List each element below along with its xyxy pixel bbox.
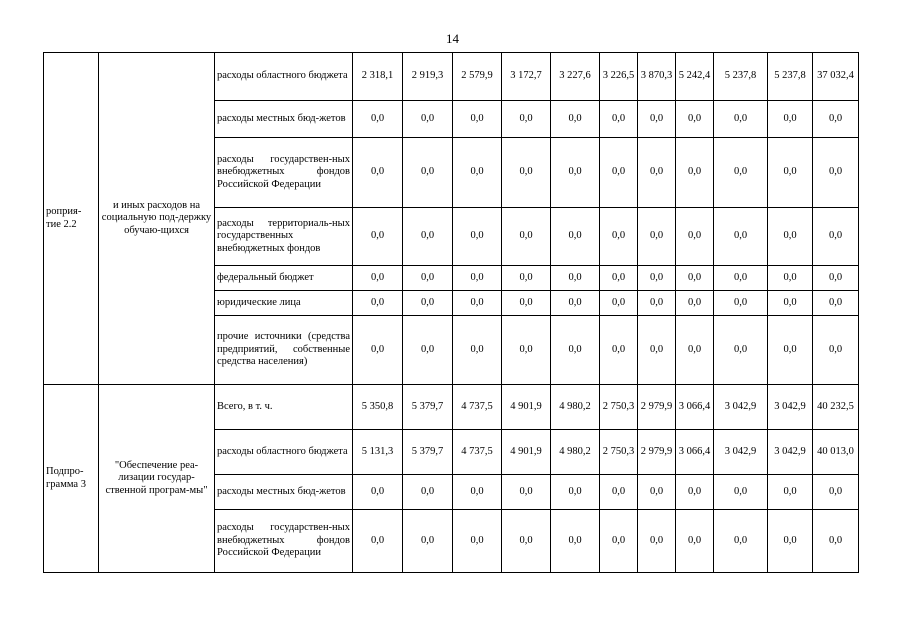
value-cell: 0,0 — [676, 316, 714, 385]
value-cell: 0,0 — [353, 138, 403, 208]
value-cell: 0,0 — [768, 510, 813, 573]
value-cell: 0,0 — [551, 266, 600, 291]
value-cell: 0,0 — [638, 208, 676, 266]
value-cell: 0,0 — [502, 475, 551, 510]
value-cell: 0,0 — [551, 101, 600, 138]
value-cell: 5 379,7 — [403, 430, 453, 475]
value-cell: 0,0 — [768, 208, 813, 266]
value-cell: 0,0 — [813, 475, 859, 510]
value-cell: 0,0 — [502, 138, 551, 208]
value-cell: 0,0 — [600, 291, 638, 316]
value-cell: 0,0 — [600, 208, 638, 266]
value-cell: 0,0 — [813, 291, 859, 316]
value-cell: 0,0 — [453, 291, 502, 316]
value-cell: 0,0 — [638, 291, 676, 316]
funding-source-cell: расходы областного бюджета — [215, 53, 353, 101]
value-cell: 3 042,9 — [768, 385, 813, 430]
value-cell: 0,0 — [453, 266, 502, 291]
value-cell: 0,0 — [813, 316, 859, 385]
value-cell: 2 318,1 — [353, 53, 403, 101]
value-cell: 3 227,6 — [551, 53, 600, 101]
page-number: 14 — [446, 31, 459, 46]
value-cell: 37 032,4 — [813, 53, 859, 101]
program-name-cell: и иных расходов на социальную под-держку обучаю-щихся — [99, 53, 215, 385]
funding-source-cell: юридические лица — [215, 291, 353, 316]
funding-source-cell: расходы областного бюджета — [215, 430, 353, 475]
value-cell: 0,0 — [403, 138, 453, 208]
value-cell: 3 226,5 — [600, 53, 638, 101]
value-cell: 0,0 — [813, 138, 859, 208]
value-cell: 0,0 — [714, 266, 768, 291]
value-cell: 0,0 — [813, 266, 859, 291]
program-cell: Подпро-грамма 3 — [44, 385, 99, 573]
value-cell: 0,0 — [676, 266, 714, 291]
value-cell: 0,0 — [638, 475, 676, 510]
value-cell: 0,0 — [353, 510, 403, 573]
value-cell: 0,0 — [600, 266, 638, 291]
value-cell: 3 066,4 — [676, 385, 714, 430]
value-cell: 0,0 — [600, 101, 638, 138]
funding-source-cell: расходы местных бюд-жетов — [215, 475, 353, 510]
value-cell: 0,0 — [714, 138, 768, 208]
value-cell: 0,0 — [502, 316, 551, 385]
value-cell: 40 232,5 — [813, 385, 859, 430]
budget-table — [43, 52, 859, 573]
value-cell: 0,0 — [714, 475, 768, 510]
value-cell: 0,0 — [813, 510, 859, 573]
value-cell: 0,0 — [403, 266, 453, 291]
value-cell: 0,0 — [600, 138, 638, 208]
value-cell: 3 870,3 — [638, 53, 676, 101]
funding-source-cell: прочие источники (средства предприятий, собственные средства населения) — [215, 316, 353, 385]
funding-source-cell: расходы территориаль-ных государственных внебюджетных фондов — [215, 208, 353, 266]
value-cell: 0,0 — [353, 291, 403, 316]
value-cell: 0,0 — [768, 475, 813, 510]
value-cell: 0,0 — [714, 510, 768, 573]
value-cell: 0,0 — [502, 101, 551, 138]
value-cell: 0,0 — [353, 101, 403, 138]
value-cell: 3 042,9 — [768, 430, 813, 475]
value-cell: 0,0 — [403, 475, 453, 510]
value-cell: 0,0 — [768, 316, 813, 385]
value-cell: 0,0 — [403, 101, 453, 138]
value-cell: 2 750,3 — [600, 385, 638, 430]
value-cell: 0,0 — [714, 291, 768, 316]
funding-source-cell: Всего, в т. ч. — [215, 385, 353, 430]
value-cell: 0,0 — [453, 101, 502, 138]
value-cell: 0,0 — [551, 138, 600, 208]
value-cell: 0,0 — [353, 475, 403, 510]
value-cell: 0,0 — [638, 138, 676, 208]
value-cell: 3 042,9 — [714, 385, 768, 430]
funding-source-cell: расходы государствен-ных внебюджетных фондов Российской Федерации — [215, 138, 353, 208]
value-cell: 0,0 — [714, 101, 768, 138]
value-cell: 0,0 — [353, 266, 403, 291]
value-cell: 0,0 — [502, 208, 551, 266]
value-cell: 0,0 — [453, 316, 502, 385]
value-cell: 0,0 — [403, 316, 453, 385]
value-cell: 0,0 — [768, 266, 813, 291]
value-cell: 0,0 — [676, 138, 714, 208]
value-cell: 0,0 — [638, 510, 676, 573]
funding-source-cell: расходы государствен-ных внебюджетных фондов Российской Федерации — [215, 510, 353, 573]
value-cell: 0,0 — [813, 101, 859, 138]
value-cell: 0,0 — [676, 101, 714, 138]
value-cell: 0,0 — [403, 208, 453, 266]
value-cell: 0,0 — [676, 208, 714, 266]
value-cell: 0,0 — [502, 510, 551, 573]
value-cell: 4 980,2 — [551, 430, 600, 475]
value-cell: 0,0 — [676, 510, 714, 573]
value-cell: 0,0 — [551, 316, 600, 385]
value-cell: 0,0 — [551, 510, 600, 573]
value-cell: 0,0 — [714, 316, 768, 385]
value-cell: 2 979,9 — [638, 385, 676, 430]
value-cell: 0,0 — [453, 138, 502, 208]
value-cell: 0,0 — [676, 475, 714, 510]
value-cell: 0,0 — [551, 208, 600, 266]
value-cell: 3 172,7 — [502, 53, 551, 101]
value-cell: 4 737,5 — [453, 430, 502, 475]
value-cell: 2 979,9 — [638, 430, 676, 475]
value-cell: 5 237,8 — [768, 53, 813, 101]
value-cell: 2 919,3 — [403, 53, 453, 101]
value-cell: 5 350,8 — [353, 385, 403, 430]
value-cell: 0,0 — [403, 510, 453, 573]
funding-source-cell: федеральный бюджет — [215, 266, 353, 291]
value-cell: 4 737,5 — [453, 385, 502, 430]
program-cell: роприя-тие 2.2 — [44, 53, 99, 385]
value-cell: 0,0 — [453, 475, 502, 510]
value-cell: 0,0 — [638, 266, 676, 291]
value-cell: 0,0 — [453, 510, 502, 573]
value-cell: 0,0 — [600, 475, 638, 510]
value-cell: 0,0 — [600, 510, 638, 573]
table-row — [44, 53, 859, 101]
value-cell: 2 750,3 — [600, 430, 638, 475]
value-cell: 5 379,7 — [403, 385, 453, 430]
value-cell: 5 237,8 — [714, 53, 768, 101]
value-cell: 3 066,4 — [676, 430, 714, 475]
value-cell: 0,0 — [638, 101, 676, 138]
value-cell: 0,0 — [551, 475, 600, 510]
funding-source-cell: расходы местных бюд-жетов — [215, 101, 353, 138]
value-cell: 0,0 — [551, 291, 600, 316]
value-cell: 0,0 — [502, 291, 551, 316]
value-cell: 0,0 — [813, 208, 859, 266]
table-row — [44, 385, 859, 430]
value-cell: 4 901,9 — [502, 430, 551, 475]
value-cell: 5 131,3 — [353, 430, 403, 475]
value-cell: 0,0 — [600, 316, 638, 385]
value-cell: 0,0 — [768, 138, 813, 208]
value-cell: 2 579,9 — [453, 53, 502, 101]
value-cell: 5 242,4 — [676, 53, 714, 101]
value-cell: 0,0 — [353, 208, 403, 266]
value-cell: 4 901,9 — [502, 385, 551, 430]
value-cell: 0,0 — [768, 101, 813, 138]
value-cell: 0,0 — [403, 291, 453, 316]
program-name-cell: "Обеспечение реа-лизации государ-ственной програм-мы" — [99, 385, 215, 573]
value-cell: 3 042,9 — [714, 430, 768, 475]
value-cell: 0,0 — [353, 316, 403, 385]
value-cell: 0,0 — [453, 208, 502, 266]
value-cell: 4 980,2 — [551, 385, 600, 430]
value-cell: 0,0 — [676, 291, 714, 316]
value-cell: 40 013,0 — [813, 430, 859, 475]
value-cell: 0,0 — [768, 291, 813, 316]
value-cell: 0,0 — [714, 208, 768, 266]
value-cell: 0,0 — [638, 316, 676, 385]
value-cell: 0,0 — [502, 266, 551, 291]
